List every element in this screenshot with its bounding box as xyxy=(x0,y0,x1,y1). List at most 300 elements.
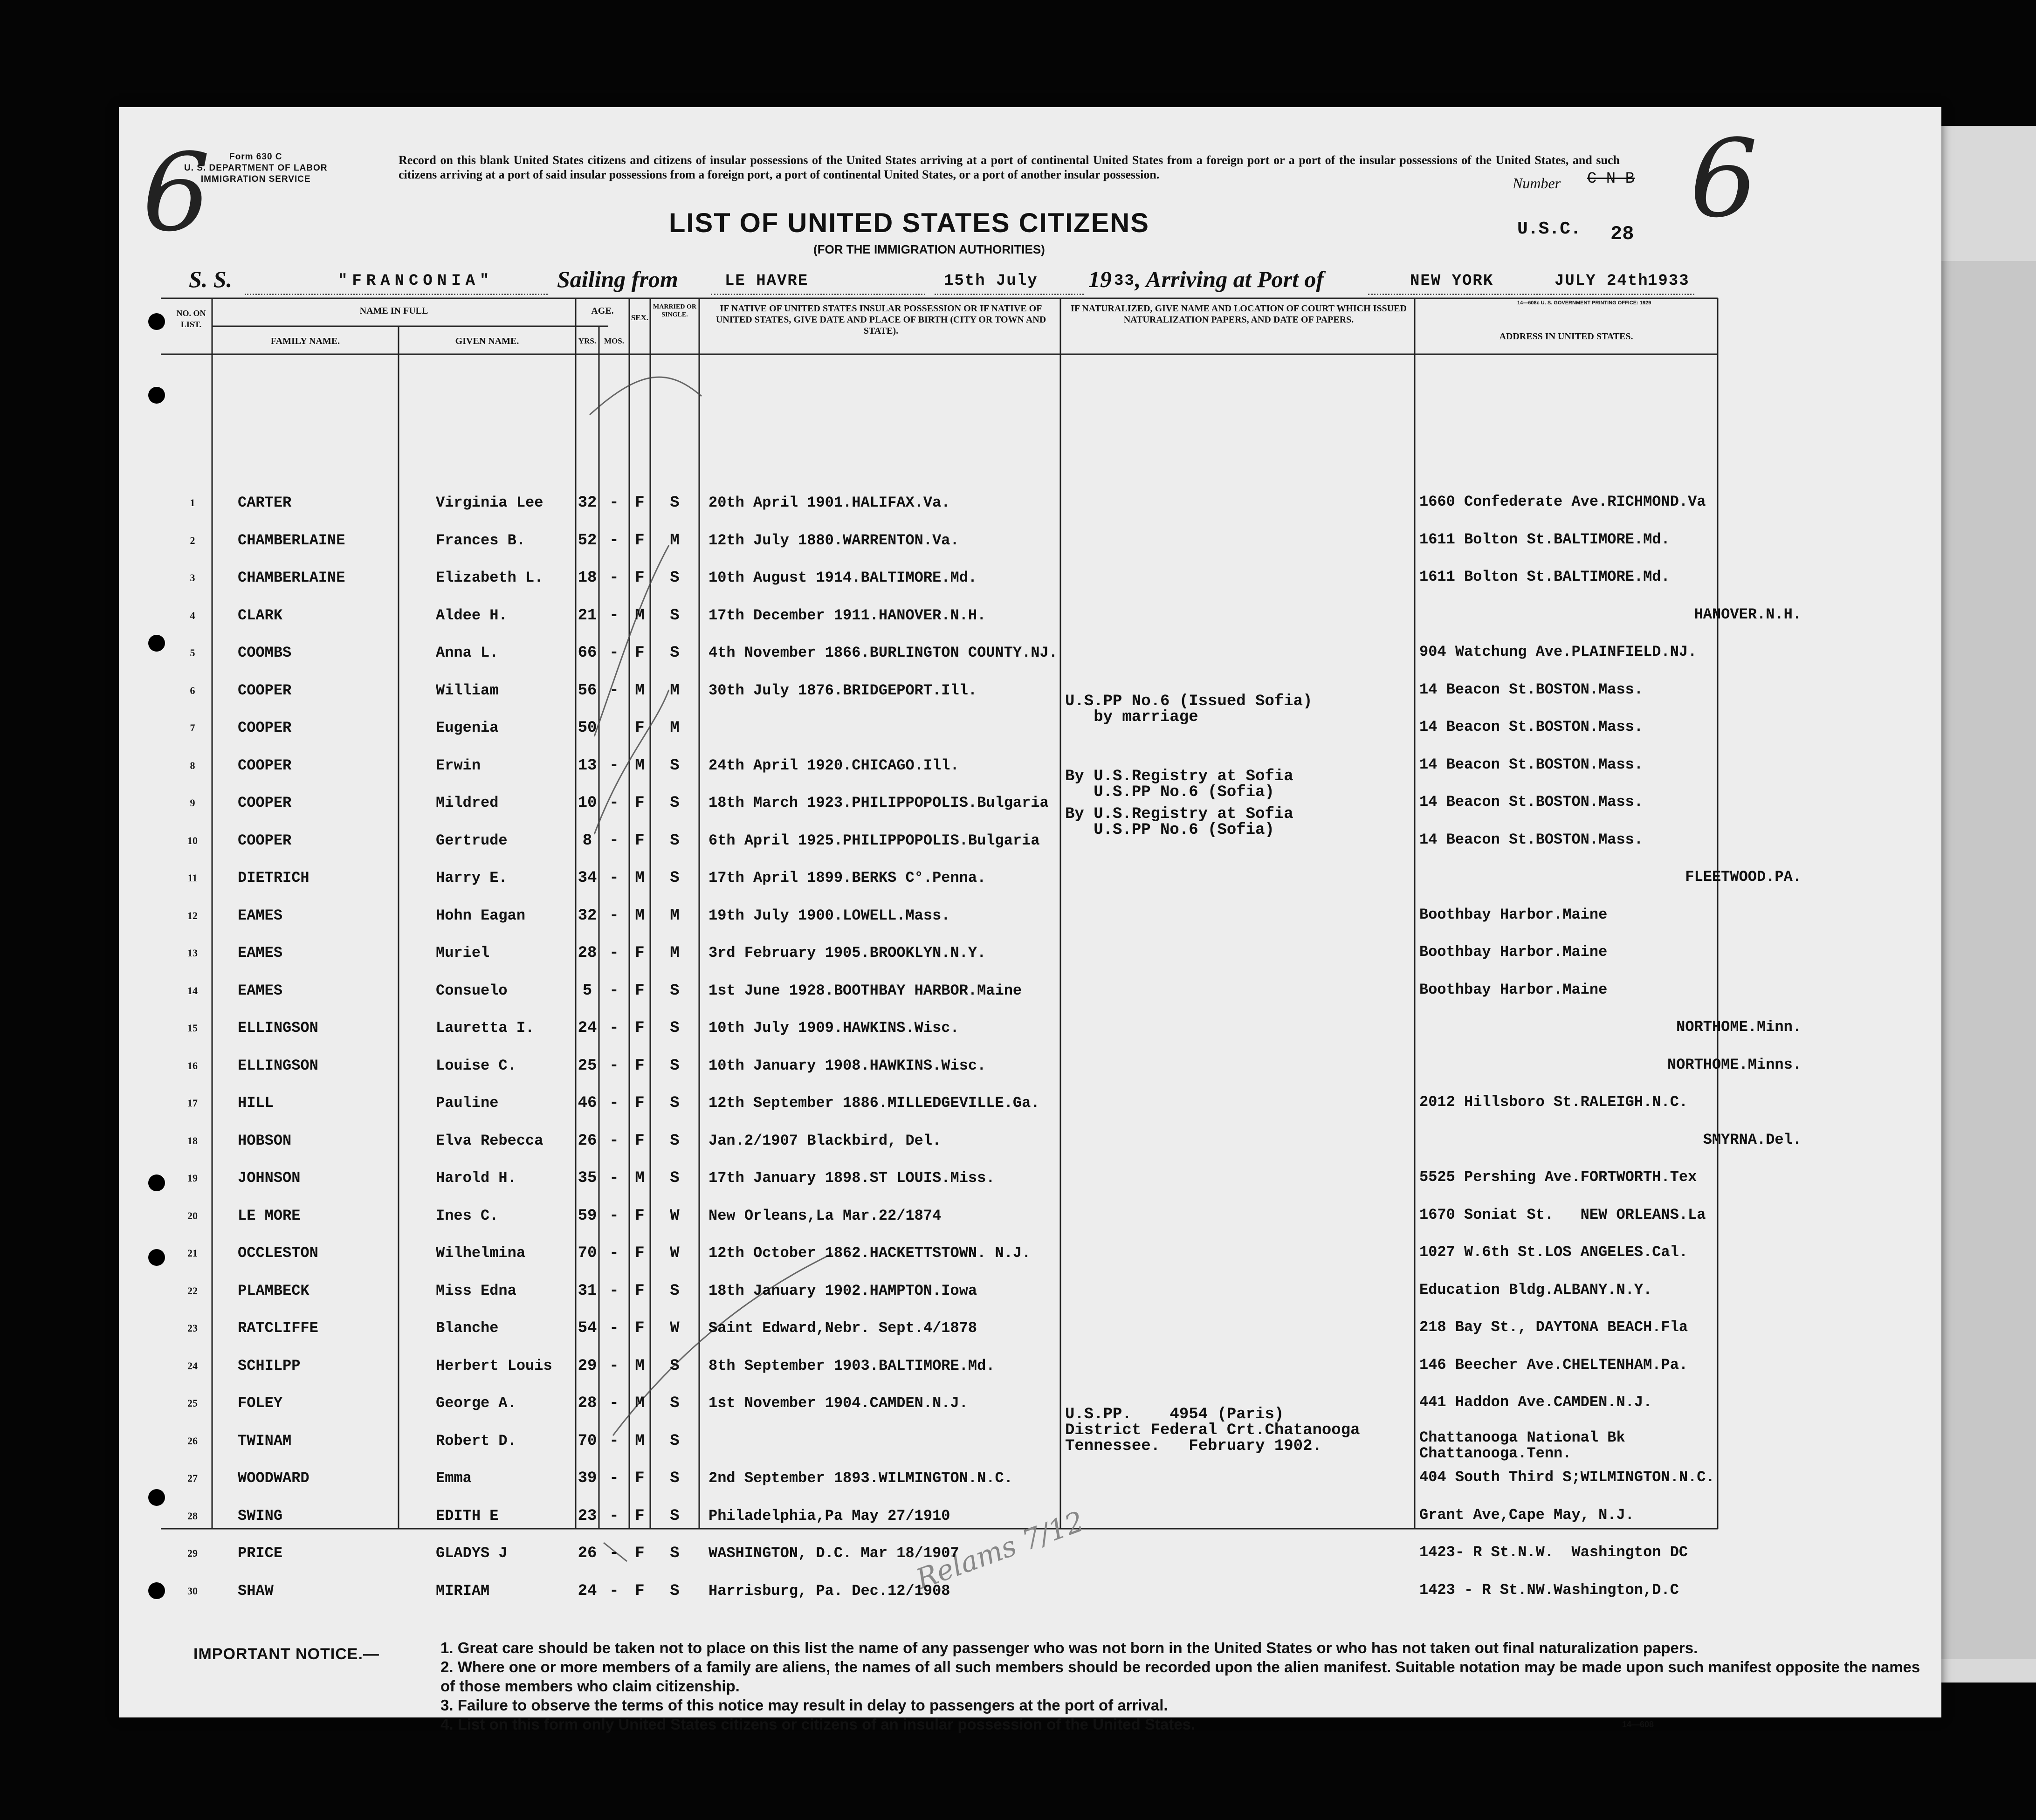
cell-given: Miss Edna xyxy=(436,1282,516,1299)
cell-sex: F xyxy=(635,944,645,962)
cell-yrs: 24 xyxy=(578,1019,597,1037)
punch-hole xyxy=(148,635,165,652)
cell-family: HOBSON xyxy=(238,1132,292,1149)
punch-hole xyxy=(148,387,165,404)
cell-yrs: 18 xyxy=(578,569,597,587)
cell-birth: Saint Edward,Nebr. Sept.4/1878 xyxy=(708,1319,977,1337)
cell-no: 4 xyxy=(190,609,195,621)
punch-hole xyxy=(148,1582,165,1599)
cell-given: William xyxy=(436,681,499,699)
cell-mos: - xyxy=(609,1132,619,1150)
cell-addr: Education Bldg.ALBANY.N.Y. xyxy=(1419,1281,1652,1298)
year-sailing: 33 xyxy=(1114,272,1135,290)
cell-ms: W xyxy=(670,1319,680,1337)
cell-yrs: 13 xyxy=(578,756,597,775)
cell-sex: F xyxy=(635,1470,645,1487)
cell-birth: 12th September 1886.MILLEDGEVILLE.Ga. xyxy=(708,1094,1040,1112)
cell-no: 25 xyxy=(187,1397,198,1409)
header-family-name: FAMILY NAME. xyxy=(270,336,340,346)
cell-nat: U.S.PP No.6 (Issued Sofia) by marriage xyxy=(1065,693,1313,726)
cell-mos: - xyxy=(609,1319,619,1337)
cell-sex: M xyxy=(635,869,645,887)
cell-birth: 17th April 1899.BERKS C°.Penna. xyxy=(708,869,986,886)
header-address: ADDRESS IN UNITED STATES. xyxy=(1499,331,1633,342)
cell-no: 23 xyxy=(187,1322,198,1334)
cell-sex: F xyxy=(635,569,645,587)
cell-given: Harold H. xyxy=(436,1169,516,1187)
cell-addr: 2012 Hillsboro St.RALEIGH.N.C. xyxy=(1419,1093,1688,1111)
cell-birth: WASHINGTON, D.C. Mar 18/1907 xyxy=(708,1545,959,1562)
cell-addr: 1611 Bolton St.BALTIMORE.Md. xyxy=(1419,568,1670,585)
cell-sex: F xyxy=(635,831,645,850)
cell-given: Consuelo xyxy=(436,982,508,999)
cell-ms: S xyxy=(670,606,680,625)
footer-code: 14—608 xyxy=(1622,1720,1654,1729)
cell-given: Mildred xyxy=(436,794,499,811)
cell-sex: F xyxy=(635,1207,645,1225)
cell-addr: 441 Haddon Ave.CAMDEN.N.J. xyxy=(1419,1394,1652,1411)
cell-family: ELLINGSON xyxy=(238,1057,318,1074)
cell-sex: F xyxy=(635,644,645,662)
cell-yrs: 25 xyxy=(578,1057,597,1075)
cell-given: Herbert Louis xyxy=(436,1357,552,1374)
cell-sex: F xyxy=(635,1282,645,1300)
cell-sex: F xyxy=(635,794,645,812)
cell-mos: - xyxy=(609,531,619,549)
cell-given: Wilhelmina xyxy=(436,1244,526,1262)
notice-item: 4. List on this form only United States citizens or citizens of an insular possession of the United States. xyxy=(440,1716,1196,1733)
cell-family: COOPER xyxy=(238,719,292,736)
cell-sex: F xyxy=(635,494,645,512)
cell-family: EAMES xyxy=(238,907,283,924)
cell-sex: M xyxy=(635,1432,645,1450)
cell-given: Lauretta I. xyxy=(436,1019,535,1037)
cell-yrs: 35 xyxy=(578,1169,597,1187)
cell-family: PRICE xyxy=(238,1545,283,1562)
cell-birth: 8th September 1903.BALTIMORE.Md. xyxy=(708,1357,995,1374)
cell-yrs: 31 xyxy=(578,1282,597,1300)
cell-addr: 14 Beacon St.BOSTON.Mass. xyxy=(1419,718,1644,735)
cell-addr: FLEETWOOD.PA. xyxy=(1685,868,1802,886)
cell-no: 29 xyxy=(187,1547,198,1559)
cell-family: HILL xyxy=(238,1094,274,1112)
cell-family: EAMES xyxy=(238,944,283,962)
cell-mos: - xyxy=(609,794,619,812)
cell-mos: - xyxy=(609,569,619,587)
date-to: JULY 24th xyxy=(1555,272,1649,290)
form-number: Form 630 C xyxy=(229,152,282,162)
department-name: U. S. DEPARTMENT OF LABOR xyxy=(184,163,328,173)
cell-sex: M xyxy=(635,1357,645,1375)
cell-no: 5 xyxy=(190,647,195,659)
cell-birth: 10th January 1908.HAWKINS.Wisc. xyxy=(708,1057,986,1074)
cell-birth: Jan.2/1907 Blackbird, Del. xyxy=(708,1132,942,1149)
cell-birth: 18th March 1923.PHILIPPOPOLIS.Bulgaria xyxy=(708,794,1049,811)
cell-yrs: 21 xyxy=(578,606,597,625)
cell-sex: M xyxy=(635,606,645,625)
cell-family: FOLEY xyxy=(238,1394,283,1412)
cell-family: PLAMBECK xyxy=(238,1282,310,1299)
cell-no: 15 xyxy=(187,1022,198,1034)
cell-no: 30 xyxy=(187,1585,198,1597)
cell-birth: 2nd September 1893.WILMINGTON.N.C. xyxy=(708,1470,1013,1487)
cell-birth: 10th July 1909.HAWKINS.Wisc. xyxy=(708,1019,959,1037)
cell-mos: - xyxy=(609,1244,619,1262)
cell-no: 18 xyxy=(187,1134,198,1147)
cell-no: 13 xyxy=(187,947,198,959)
cell-yrs: 52 xyxy=(578,531,597,549)
punch-hole xyxy=(148,1174,165,1191)
number-label: Number xyxy=(1513,175,1561,192)
cell-addr: 14 Beacon St.BOSTON.Mass. xyxy=(1419,793,1644,810)
cell-family: COOPER xyxy=(238,794,292,811)
cell-addr: 14 Beacon St.BOSTON.Mass. xyxy=(1419,831,1644,848)
cell-ms: S xyxy=(670,1582,680,1600)
cell-birth: 18th January 1902.HAMPTON.Iowa xyxy=(708,1282,977,1299)
cell-given: Gertrude xyxy=(436,831,508,849)
cell-family: CHAMBERLAINE xyxy=(238,569,345,586)
cell-mos: - xyxy=(609,1432,619,1450)
sailing-label: Sailing from xyxy=(557,266,678,292)
cell-no: 28 xyxy=(187,1510,198,1522)
cell-birth: 3rd February 1905.BROOKLYN.N.Y. xyxy=(708,944,986,962)
header-no: NO. ON LIST. xyxy=(176,309,206,329)
cell-family: SWING xyxy=(238,1507,283,1525)
cell-birth: 17th January 1898.ST LOUIS.Miss. xyxy=(708,1169,995,1187)
cell-addr: 1670 Soniat St. NEW ORLEANS.La xyxy=(1419,1206,1706,1223)
cell-given: Blanche xyxy=(436,1319,499,1337)
cell-ms: S xyxy=(670,794,680,812)
cell-family: COOPER xyxy=(238,756,292,774)
cell-given: Hohn Eagan xyxy=(436,907,526,924)
cell-sex: M xyxy=(635,907,645,925)
cell-birth: Harrisburg, Pa. Dec.12/1908 xyxy=(708,1582,950,1600)
cell-family: JOHNSON xyxy=(238,1169,301,1187)
cell-no: 19 xyxy=(187,1172,198,1184)
cell-birth: 6th April 1925.PHILIPPOPOLIS.Bulgaria xyxy=(708,831,1040,849)
header-marital-status: MARRIED OR SINGLE. xyxy=(653,303,696,318)
cell-addr: NORTHOME.Minns. xyxy=(1667,1056,1802,1073)
notice-item: 3. Failure to observe the terms of this notice may result in delay to passengers at the port of arrival. xyxy=(440,1696,1168,1714)
cell-mos: - xyxy=(609,1169,619,1187)
cell-no: 10 xyxy=(187,834,198,846)
cell-mos: - xyxy=(609,681,619,700)
notice-items xyxy=(440,1638,1932,1734)
cell-ms: S xyxy=(670,1470,680,1487)
cell-addr: 1423 - R St.NW.Washington,D.C xyxy=(1419,1581,1679,1599)
cell-mos: - xyxy=(609,907,619,925)
cell-mos: - xyxy=(609,869,619,887)
header-birth: IF NATIVE OF UNITED STATES INSULAR POSSESSION OR IF NATIVE OF UNITED STATES, GIVE DATE AND PLACE OF BIRTH (CITY OR TOWN AND STATE). xyxy=(715,303,1046,336)
cell-sex: F xyxy=(635,1545,645,1562)
cell-family: COOMBS xyxy=(238,644,292,661)
cell-addr: SMYRNA.Del. xyxy=(1703,1131,1802,1148)
cell-ms: W xyxy=(670,1207,680,1225)
cell-yrs: 59 xyxy=(578,1207,597,1225)
cell-ms: M xyxy=(670,944,680,962)
cell-given: Robert D. xyxy=(436,1432,516,1449)
cell-birth: 12th July 1880.WARRENTON.Va. xyxy=(708,531,959,549)
cell-addr: Boothbay Harbor.Maine xyxy=(1419,981,1608,998)
cell-birth: 12th October 1862.HACKETTSTOWN. N.J. xyxy=(708,1244,1031,1262)
cell-addr: Boothbay Harbor.Maine xyxy=(1419,906,1608,923)
cell-addr: Grant Ave,Cape May, N.J. xyxy=(1419,1506,1634,1524)
cell-ms: M xyxy=(670,531,680,549)
cell-yrs: 32 xyxy=(578,494,597,512)
cell-addr: 1027 W.6th St.LOS ANGELES.Cal. xyxy=(1419,1243,1688,1261)
page-title: LIST OF UNITED STATES CITIZENS xyxy=(669,208,1149,238)
cell-yrs: 5 xyxy=(582,982,592,1000)
cell-ms: M xyxy=(670,681,680,700)
manifest-page xyxy=(119,107,1941,1733)
cell-given: Pauline xyxy=(436,1094,499,1112)
cell-given: Louise C. xyxy=(436,1057,516,1074)
cell-no: 1 xyxy=(190,497,195,508)
cell-yrs: 23 xyxy=(578,1507,597,1525)
cell-no: 17 xyxy=(187,1097,198,1109)
cell-yrs: 8 xyxy=(582,831,592,850)
punch-hole xyxy=(148,1249,165,1266)
cell-mos: - xyxy=(609,1057,619,1075)
cell-addr: NORTHOME.Minn. xyxy=(1676,1018,1802,1036)
number-value: C N B xyxy=(1587,170,1635,188)
cell-addr: 1660 Confederate Ave.RICHMOND.Va xyxy=(1419,493,1706,510)
cell-family: OCCLESTON xyxy=(238,1244,318,1262)
cell-yrs: 66 xyxy=(578,644,597,662)
cell-mos: - xyxy=(609,1019,619,1037)
cell-given: EDITH E xyxy=(436,1507,499,1525)
cell-ms: S xyxy=(670,569,680,587)
cell-ms: M xyxy=(670,907,680,925)
cell-no: 9 xyxy=(190,797,195,809)
cell-yrs: 70 xyxy=(578,1244,597,1262)
cell-yrs: 28 xyxy=(578,1394,597,1412)
cell-ms: S xyxy=(670,644,680,662)
cell-yrs: 39 xyxy=(578,1470,597,1487)
cell-addr: 218 Bay St., DAYTONA BEACH.Fla xyxy=(1419,1319,1688,1336)
cell-ms: S xyxy=(670,869,680,887)
cell-mos: - xyxy=(609,1582,619,1600)
cell-mos: - xyxy=(609,644,619,662)
cell-sex: F xyxy=(635,1582,645,1600)
cell-family: WOODWARD xyxy=(238,1470,310,1487)
service-name: IMMIGRATION SERVICE xyxy=(200,174,311,184)
cell-addr: 14 Beacon St.BOSTON.Mass. xyxy=(1419,680,1644,698)
cell-yrs: 26 xyxy=(578,1545,597,1562)
cell-yrs: 29 xyxy=(578,1357,597,1375)
cell-yrs: 34 xyxy=(578,869,597,887)
cell-sex: F xyxy=(635,1132,645,1150)
cell-birth: 10th August 1914.BALTIMORE.Md. xyxy=(708,569,977,586)
notice-label: IMPORTANT NOTICE.— xyxy=(193,1645,379,1663)
cell-family: COOPER xyxy=(238,831,292,849)
cell-mos: - xyxy=(609,494,619,512)
cell-family: SHAW xyxy=(238,1582,274,1600)
cell-no: 8 xyxy=(190,759,195,771)
cell-family: EAMES xyxy=(238,982,283,999)
cell-yrs: 56 xyxy=(578,681,597,700)
cell-sex: M xyxy=(635,681,645,700)
cell-no: 27 xyxy=(187,1472,198,1484)
cell-addr: Boothbay Harbor.Maine xyxy=(1419,943,1608,961)
year-prefix: 19 xyxy=(1088,266,1112,292)
usc-number: 28 xyxy=(1610,223,1634,245)
header-sex: SEX. xyxy=(631,313,649,322)
cell-given: Frances B. xyxy=(436,531,526,549)
cell-birth: 4th November 1866.BURLINGTON COUNTY.NJ. xyxy=(708,644,1058,661)
cell-sex: F xyxy=(635,531,645,549)
cell-mos: - xyxy=(609,1545,619,1562)
cell-addr: 5525 Pershing Ave.FORTWORTH.Tex xyxy=(1419,1168,1697,1186)
cell-birth: 20th April 1901.HALIFAX.Va. xyxy=(708,494,950,511)
cell-given: Elva Rebecca xyxy=(436,1132,543,1149)
arriving-label: , Arriving at Port of xyxy=(1135,266,1324,292)
cell-no: 24 xyxy=(187,1360,198,1372)
cell-given: GLADYS J xyxy=(436,1545,508,1562)
cell-yrs: 46 xyxy=(578,1094,597,1112)
cell-mos: - xyxy=(609,831,619,850)
cell-nat: By U.S.Registry at Sofia U.S.PP No.6 (Sofia) xyxy=(1065,768,1293,801)
cell-family: CLARK xyxy=(238,606,283,624)
handwritten-margin-note: Relams 7/12 xyxy=(912,1505,1088,1596)
cell-family: RATCLIFFE xyxy=(238,1319,318,1337)
cell-birth: Philadelphia,Pa May 27/1910 xyxy=(708,1507,950,1525)
cell-given: Ines C. xyxy=(436,1207,499,1224)
port-to: NEW YORK xyxy=(1410,272,1494,290)
printer-code: 14—608c U. S. GOVERNMENT PRINTING OFFICE: 1929 xyxy=(1517,300,1651,306)
header-years: YRS. xyxy=(578,337,597,345)
cell-given: MIRIAM xyxy=(436,1582,490,1600)
cell-ms: S xyxy=(670,1432,680,1450)
cell-family: DIETRICH xyxy=(238,869,310,886)
cell-no: 16 xyxy=(187,1059,198,1071)
cell-sex: F xyxy=(635,1244,645,1262)
cell-sex: F xyxy=(635,1057,645,1075)
cell-sex: F xyxy=(635,1019,645,1037)
cell-family: SCHILPP xyxy=(238,1357,301,1374)
year-arriving: 1933 xyxy=(1648,272,1690,290)
cell-birth: 17th December 1911.HANOVER.N.H. xyxy=(708,606,986,624)
cell-ms: S xyxy=(670,1132,680,1150)
punch-hole xyxy=(148,1489,165,1506)
cell-family: CARTER xyxy=(238,494,292,511)
header-given-name: GIVEN NAME. xyxy=(455,336,519,346)
handwritten-page-number-right: 6 xyxy=(1690,117,1758,241)
cell-nat: U.S.PP. 4954 (Paris) District Federal Crt.Chatanooga Tennessee. February 1902. xyxy=(1065,1405,1360,1455)
cell-no: 11 xyxy=(187,872,198,884)
cell-mos: - xyxy=(609,1357,619,1375)
cell-given: Harry E. xyxy=(436,869,508,886)
cell-birth: 1st June 1928.BOOTHBAY HARBOR.Maine xyxy=(708,982,1022,999)
cell-mos: - xyxy=(609,756,619,775)
cell-ms: S xyxy=(670,1545,680,1562)
cell-no: 2 xyxy=(190,534,195,546)
cell-yrs: 50 xyxy=(578,719,597,737)
cell-sex: F xyxy=(635,982,645,1000)
cell-birth: 1st November 1904.CAMDEN.N.J. xyxy=(708,1394,968,1412)
cell-mos: - xyxy=(609,1094,619,1112)
handwritten-page-number: 6 xyxy=(142,131,211,255)
cell-yrs: 26 xyxy=(578,1132,597,1150)
cell-no: 12 xyxy=(187,909,198,921)
cell-given: Muriel xyxy=(436,944,490,962)
cell-yrs: 28 xyxy=(578,944,597,962)
cell-ms: S xyxy=(670,1019,680,1037)
cell-ms: S xyxy=(670,831,680,850)
usc-label: U.S.C. xyxy=(1517,219,1581,239)
cell-mos: - xyxy=(609,1282,619,1300)
cell-addr: 1423- R St.N.W. Washington DC xyxy=(1419,1544,1688,1561)
cell-no: 3 xyxy=(190,572,195,584)
cell-addr: 1611 Bolton St.BALTIMORE.Md. xyxy=(1419,530,1670,548)
form-instructions: Record on this blank United States citizens and citizens of insular possessions of the United States arriving at a port of continental United States from a foreign port or a port of the insular possessions of the United States, and such citizens arriving at a port of said insular possessions from a foreign port, a port of continental United States, or a port of another insular possession. xyxy=(399,153,1620,181)
header-age: AGE. xyxy=(591,306,614,316)
cell-given: Erwin xyxy=(436,756,481,774)
cell-no: 22 xyxy=(187,1284,198,1297)
cell-no: 14 xyxy=(187,984,198,996)
cell-yrs: 54 xyxy=(578,1319,597,1337)
cell-addr: 904 Watchung Ave.PLAINFIELD.NJ. xyxy=(1419,643,1697,660)
cell-family: ELLINGSON xyxy=(238,1019,318,1037)
header-naturalized: IF NATURALIZED, GIVE NAME AND LOCATION OF COURT WHICH ISSUED NATURALIZATION PAPERS, AND DATE OF PAPERS. xyxy=(1071,303,1407,325)
cell-yrs: 24 xyxy=(578,1582,597,1600)
cell-ms: S xyxy=(670,1169,680,1187)
cell-given: Anna L. xyxy=(436,644,499,661)
cell-sex: F xyxy=(635,719,645,737)
cell-sex: F xyxy=(635,1507,645,1525)
cell-mos: - xyxy=(609,982,619,1000)
cell-no: 7 xyxy=(190,722,195,734)
cell-birth: 30th July 1876.BRIDGEPORT.Ill. xyxy=(708,681,977,699)
cell-mos: - xyxy=(609,1470,619,1487)
cell-addr: HANOVER.N.H. xyxy=(1694,605,1802,623)
cell-no: 26 xyxy=(187,1435,198,1447)
cell-no: 20 xyxy=(187,1209,198,1222)
header-months: MOS. xyxy=(604,337,624,345)
cell-sex: F xyxy=(635,1319,645,1337)
date-from: 15th July xyxy=(944,272,1038,290)
cell-ms: S xyxy=(670,1282,680,1300)
cell-addr: 14 Beacon St.BOSTON.Mass. xyxy=(1419,755,1644,773)
cell-ms: S xyxy=(670,1094,680,1112)
cell-family: COOPER xyxy=(238,681,292,699)
cell-mos: - xyxy=(609,1207,619,1225)
cell-sex: M xyxy=(635,1169,645,1187)
cell-birth: 19th July 1900.LOWELL.Mass. xyxy=(708,907,950,924)
cell-ms: W xyxy=(670,1244,680,1262)
cell-no: 6 xyxy=(190,684,195,696)
cell-given: Eugenia xyxy=(436,719,499,736)
cell-sex: M xyxy=(635,1394,645,1412)
cell-no: 21 xyxy=(187,1247,198,1259)
cell-given: Emma xyxy=(436,1470,472,1487)
cell-addr: Chattanooga National Bk Chattanooga.Tenn. xyxy=(1419,1429,1625,1462)
cell-nat: By U.S.Registry at Sofia U.S.PP No.6 (Sofia) xyxy=(1065,805,1293,839)
header-name-in-full: NAME IN FULL xyxy=(359,306,428,316)
cell-ms: S xyxy=(670,756,680,775)
ship-name: "FRANCONIA" xyxy=(338,272,494,290)
cell-mos: - xyxy=(609,606,619,625)
cell-mos: - xyxy=(609,1507,619,1525)
cell-addr: 146 Beecher Ave.CHELTENHAM.Pa. xyxy=(1419,1356,1688,1374)
cell-ms: M xyxy=(670,719,680,737)
cell-birth: 24th April 1920.CHICAGO.Ill. xyxy=(708,756,959,774)
cell-ms: S xyxy=(670,494,680,512)
cell-ms: S xyxy=(670,1394,680,1412)
cell-ms: S xyxy=(670,1357,680,1375)
cell-yrs: 10 xyxy=(578,794,597,812)
cell-birth: New Orleans,La Mar.22/1874 xyxy=(708,1207,942,1224)
